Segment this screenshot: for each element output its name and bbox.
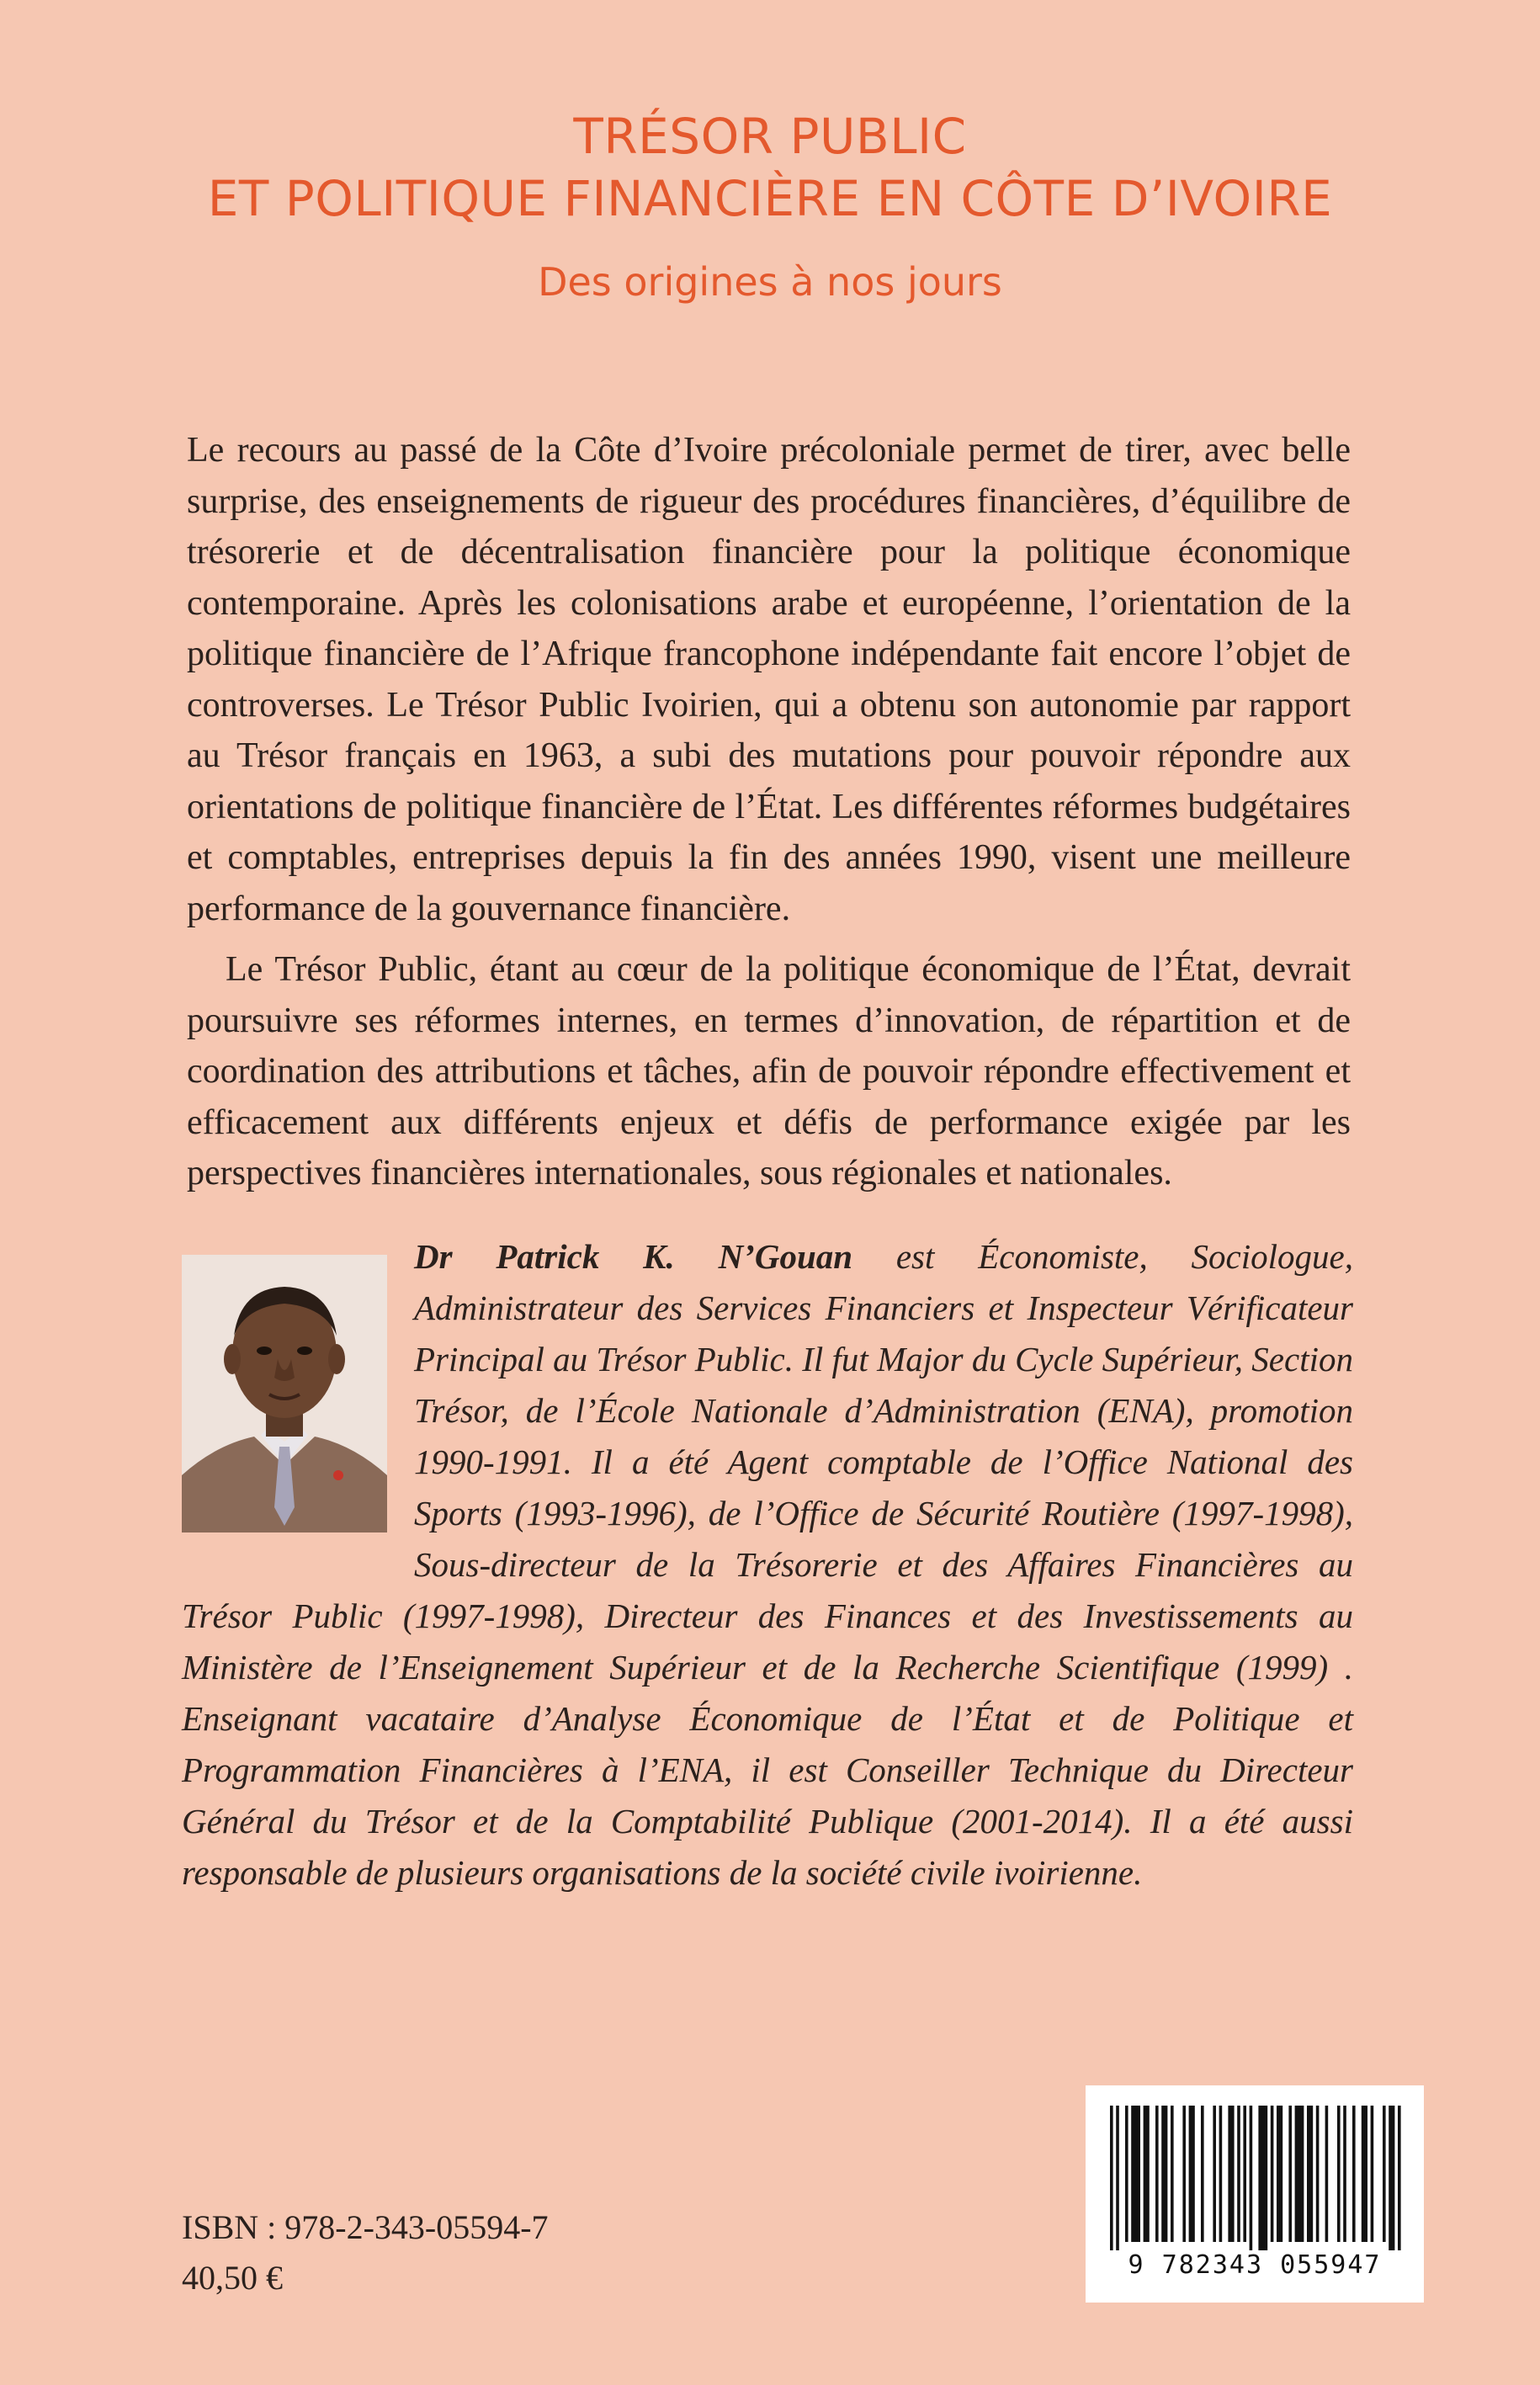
barcode-bar	[1161, 2106, 1167, 2242]
barcode-bar	[1171, 2106, 1174, 2242]
barcode-bar	[1337, 2106, 1341, 2242]
price-text: 40,50 €	[182, 2259, 283, 2297]
book-title-line-1: TRÉSOR PUBLIC	[573, 108, 967, 165]
barcode-bar	[1362, 2106, 1367, 2242]
barcode-bar	[1250, 2106, 1253, 2250]
barcode-bar	[1243, 2106, 1246, 2242]
description-paragraph-1: Le recours au passé de la Côte d’Ivoire précoloniale permet de tirer, avec belle surprise, des enseignements de rigueur des procédures financières, d’équilibre de trésorerie et de décentralisation financière pour la politique économique contemporaine. Après les colonisations arabe et européenne, l’orientation de la politique financière de l’Afrique francophone indépendante fait encore l’objet de controverses. Le Trésor Public Ivoirien, qui a obtenu son autonomie par rapport au Trésor français en 1963, a subi des mutations pour pouvoir répondre aux orientations de politique financière de l’État. Les différentes réformes budgétaires et comptables, entreprises depuis la fin des années 1990, visent une meilleure performance de la gouvernance financière.	[187, 431, 1351, 928]
book-subtitle: Des origines à nos jours	[538, 259, 1002, 305]
barcode-bar	[1343, 2106, 1346, 2242]
barcode-bar	[1213, 2106, 1216, 2242]
isbn-text: ISBN : 978-2-343-05594-7	[182, 2208, 549, 2246]
barcode-bar	[1219, 2106, 1223, 2242]
barcode-bar	[1271, 2106, 1274, 2242]
barcode-bar	[1371, 2106, 1374, 2242]
barcode-bar	[1201, 2106, 1204, 2242]
barcode-bar	[1131, 2106, 1140, 2242]
barcode-bar	[1125, 2106, 1128, 2242]
cover-title-block	[0, 105, 1540, 305]
barcode-bars	[1105, 2106, 1405, 2250]
barcode-bar	[1383, 2106, 1386, 2242]
barcode-bar	[1325, 2106, 1329, 2242]
barcode-bar	[1110, 2106, 1113, 2250]
barcode-bar	[1352, 2106, 1356, 2242]
barcode-bar	[1389, 2106, 1394, 2250]
barcode-bar	[1258, 2106, 1267, 2250]
barcode-bar	[1237, 2106, 1240, 2242]
author-name: Dr Patrick K. N’Gouan	[414, 1237, 853, 1276]
barcode-bar	[1295, 2106, 1304, 2242]
barcode-bar	[1189, 2106, 1195, 2242]
author-biography	[182, 1231, 1353, 1899]
barcode-bar	[1307, 2106, 1313, 2242]
author-bio-text: est Économiste, Sociologue, Administrateur des Services Financiers et Inspecteur Vérificateur Principal au Trésor Public. Il fut Major du Cycle Supérieur, Section Trésor, de l’École Nationale d’Administration (ENA), promotion 1990-1991. Il a été Agent comptable de l’Office National des Sports (1993-1996), de l’Office de Sécurité Routière (1997-1998), Sous-directeur de la Trésorerie et des Affaires Financières au Trésor Public (1997-1998), Directeur des Finances et des Investissements au Ministère de l’Enseignement Supérieur et de la Recherche Scientifique (1999) . Enseignant vacataire d’Analyse Économique de l’État et de Politique et Programmation Financières à l’ENA, il est Conseiller Technique du Directeur Général du Trésor et de la Comptabilité Publique (2001-2014). Il a été aussi responsable de plusieurs organisations de la société civile ivoirienne.	[182, 1237, 1353, 1892]
barcode-bar	[1144, 2106, 1150, 2242]
barcode-bar	[1182, 2106, 1186, 2242]
description-paragraph-2: Le Trésor Public, étant au cœur de la politique économique de l’État, devrait poursuivre ses réformes internes, en termes d’innovation, de répartition et de coordination des attributions et tâches, afin de pouvoir répondre effectivement et efficacement aux différents enjeux et défis de performance exigée par les perspectives financières internationales, sous régionales et nationales.	[187, 950, 1351, 1192]
barcode-bar	[1316, 2106, 1320, 2242]
barcode	[1086, 2085, 1424, 2303]
barcode-bar	[1155, 2106, 1159, 2242]
barcode-bar	[1116, 2106, 1119, 2250]
barcode-bar	[1288, 2106, 1292, 2242]
barcode-bar	[1398, 2106, 1401, 2250]
author-portrait-image	[182, 1255, 387, 1532]
barcode-digits: 9 782343 055947	[1128, 2250, 1382, 2280]
book-description	[187, 425, 1351, 1199]
book-title-line-2: ET POLITIQUE FINANCIÈRE EN CÔTE D’IVOIRE	[207, 170, 1333, 227]
barcode-bar	[1228, 2106, 1234, 2242]
author-photo	[182, 1255, 387, 1532]
barcode-bar	[1277, 2106, 1282, 2242]
